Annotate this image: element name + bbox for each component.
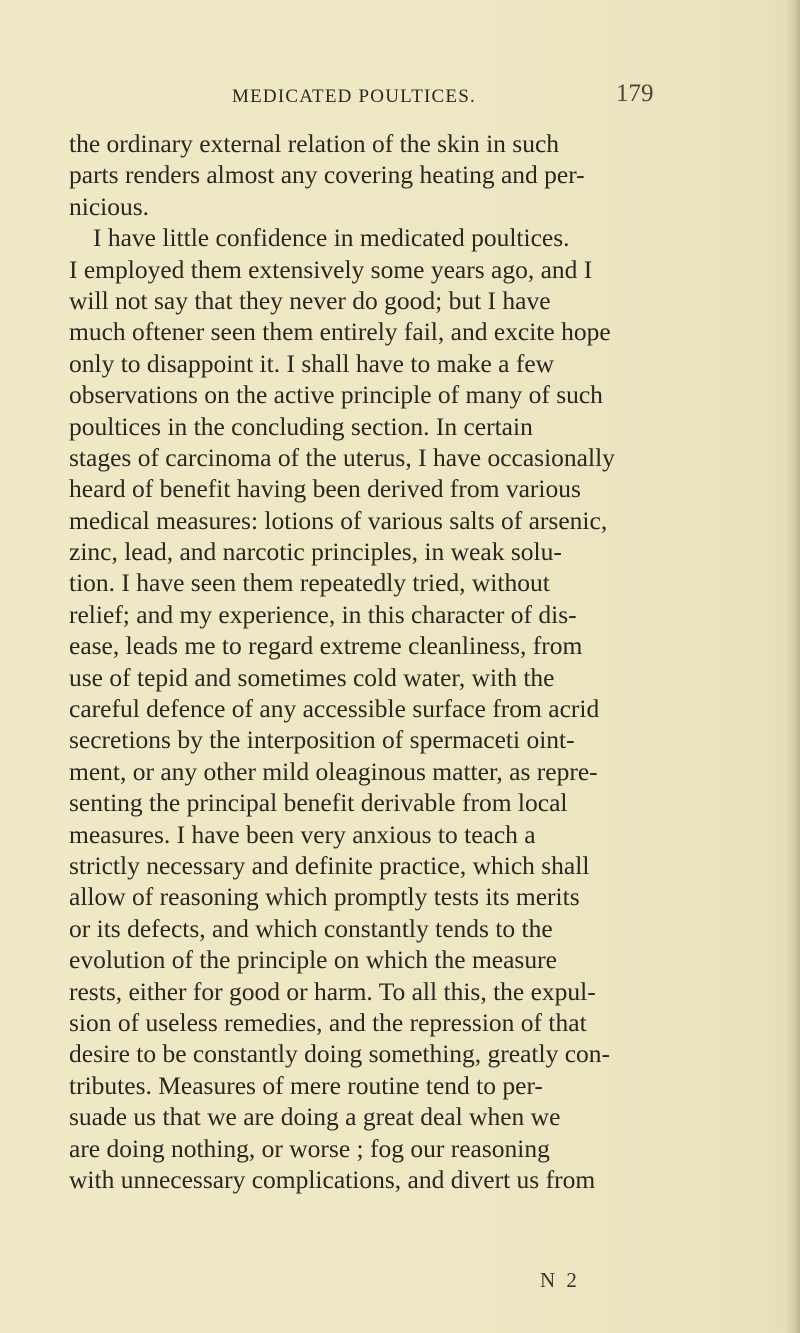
text-line: observations on the active principle of many of such — [69, 380, 603, 410]
text-line: suade us that we are doing a great deal when we — [69, 1102, 561, 1132]
text-line: sion of useless remedies, and the repression of that — [69, 1007, 587, 1037]
text-line: senting the principal benefit derivable from local — [69, 788, 568, 818]
text-line: desire to be constantly doing something, greatly con- — [69, 1039, 611, 1069]
body-text — [69, 128, 709, 1195]
text-line: evolution of the principle on which the measure — [69, 945, 557, 975]
text-line: careful defence of any accessible surface from acrid — [69, 694, 600, 724]
text-line: strictly necessary and definite practice, which shall — [69, 850, 590, 880]
text-line: secretions by the interposition of spermaceti oint- — [69, 725, 575, 755]
text-line: medical measures: lotions of various salts of arsenic, — [69, 505, 608, 535]
page-number: 179 — [616, 80, 654, 107]
text-line: parts renders almost any covering heating and per- — [69, 160, 585, 190]
text-line: ment, or any other mild oleaginous matter, as repre- — [69, 756, 598, 786]
text-line: allow of reasoning which promptly tests its merits — [69, 882, 580, 912]
text-line: the ordinary external relation of the skin in such — [69, 129, 560, 158]
text-line: tion. I have seen them repeatedly tried, without — [69, 568, 550, 598]
text-line: I employed them extensively some years ago, and I — [69, 254, 593, 284]
text-line: nicious. — [69, 191, 150, 221]
page-edge-shadow — [786, 0, 800, 1333]
text-line: stages of carcinoma of the uterus, I have occasionally — [69, 442, 615, 472]
text-line: rests, either for good or harm. To all this, the expul- — [69, 976, 596, 1006]
text-line: will not say that they never do good; but I have — [69, 285, 551, 315]
text-line: heard of benefit having been derived from various — [69, 474, 581, 504]
text-line: use of tepid and sometimes cold water, with the — [69, 662, 555, 692]
text-line: are doing nothing, or worse ; fog our reasoning — [69, 1133, 550, 1163]
text-line: or its defects, and which constantly tends to the — [69, 913, 553, 943]
text-line: relief; and my experience, in this character of dis- — [69, 599, 577, 629]
text-line: poultices in the concluding section. In certain — [69, 411, 533, 441]
text-line: only to disappoint it. I shall have to make a few — [69, 348, 555, 378]
text-line: zinc, lead, and narcotic principles, in weak solu- — [69, 537, 562, 567]
text-line: ease, leads me to regard extreme cleanliness, from — [69, 631, 583, 661]
signature-mark: N 2 — [540, 1268, 580, 1292]
running-head: MEDICATED POULTICES. — [232, 86, 476, 107]
text-line: measures. I have been very anxious to teach a — [69, 819, 536, 849]
text-line: with unnecessary complications, and divert us from — [69, 1164, 596, 1194]
text-line: much oftener seen them entirely fail, and excite hope — [69, 317, 611, 347]
text-line: I have little confidence in medicated poultices. — [93, 223, 570, 253]
text-line: tributes. Measures of mere routine tend to per- — [69, 1070, 543, 1100]
